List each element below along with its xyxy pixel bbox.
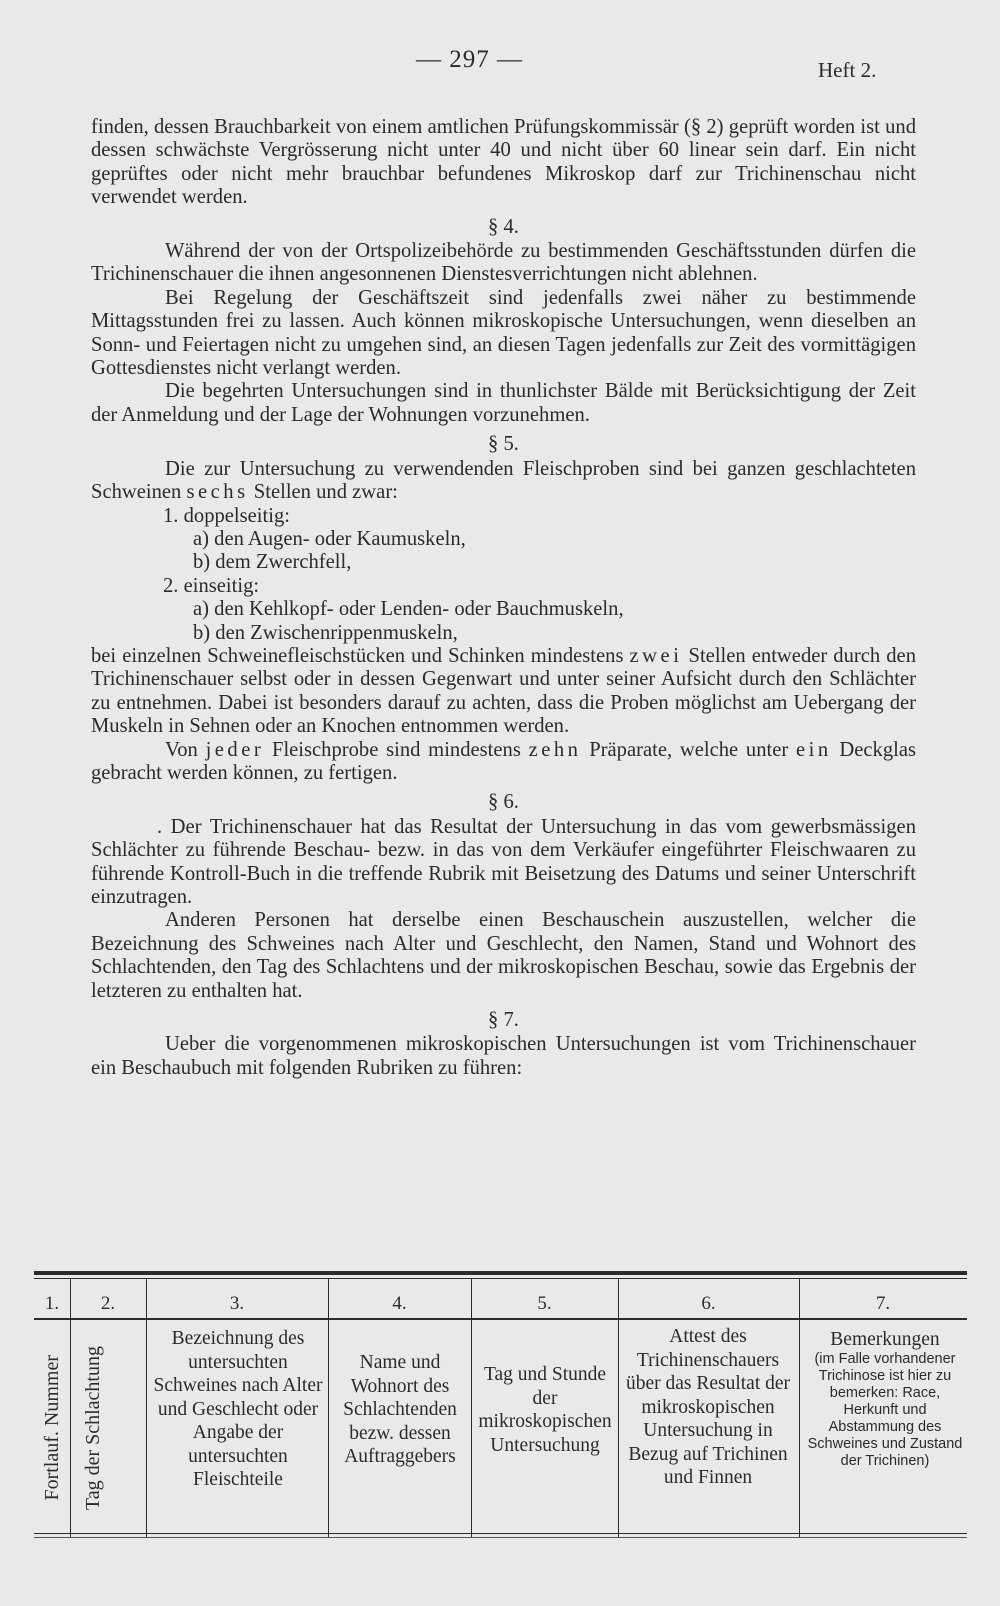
section-heading-5: § 5.: [488, 433, 519, 456]
column-header-1: [34, 1327, 70, 1529]
column-number-6: 6.: [701, 1293, 716, 1314]
column-header-5: Tag und Stunde der mikroskopischen Untersuchung: [478, 1364, 612, 1456]
paragraph-5-text-c: Stellen und zwar:: [253, 481, 398, 504]
column-number-2: 2.: [100, 1293, 116, 1314]
column-header-2-text: Tag der Schlachtung: [82, 1345, 104, 1511]
column-divider: [799, 1279, 800, 1537]
column-header-1-text: Fortlauf. Nummer: [41, 1355, 63, 1501]
list-item-2: 2. einseitig:: [163, 574, 260, 597]
column-number-4: 4.: [392, 1293, 407, 1314]
paragraph-6-text-a: bei einzelnen Schweinefleischstücken und Schinken mindestens: [91, 644, 624, 667]
paragraph-7-text-e: Präparate, welche unter: [589, 738, 789, 761]
column-header-4: Name und Wohnort des Schlachtenden bezw. dessen Auftraggebers: [343, 1352, 457, 1467]
paragraph-7-text-a: Von: [165, 738, 198, 761]
list-item-2a: a) den Kehlkopf- oder Lenden- oder Bauchmuskeln,: [193, 598, 624, 621]
table-top-rule-thin: [34, 1278, 967, 1279]
paragraph-6: [91, 645, 916, 739]
paragraph-8: . Der Trichinenschauer hat das Resultat der Untersuchung in das vom gewerbsmässigen Schlächter zu führende Beschau- bezw. in das von dem Verkäufer eingeführter Fleischwaaren zu führende Kontroll-Buch in die treffende Rubrik mit Beisetzung des Datums und seiner Unterschrift einzutragen.: [91, 815, 916, 908]
column-header-7-note: (im Falle vorhandener Trichinose ist hier zu bemerken: Race, Herkunft und Abstammung des Schweines und Zustand der Trichinen): [807, 1351, 963, 1469]
paragraph-7-text-g: Deckglas gebracht werden können, zu fertigen.: [91, 738, 917, 784]
paragraph-9: Anderen Personen hat derselbe einen Beschauschein auszustellen, welcher die Bezeichnung des Schweines nach Alter und Geschlecht, den Namen, Stand und Wohnort des Schlachtenden, den Tag des Schlachtens und der mikroskopischen Beschau, sowie das Ergebnis der letzteren zu enthalten hat.: [91, 909, 916, 1002]
paragraph-7: [91, 739, 916, 786]
list-item-1b: b) dem Zwerchfell,: [193, 551, 352, 574]
section-heading-4: § 4.: [488, 215, 519, 238]
column-divider: [471, 1279, 472, 1537]
list-item-1a: a) den Augen- oder Kaumuskeln,: [193, 527, 466, 550]
emphasis-jeder: jeder: [205, 738, 265, 761]
column-header-7-title: Bemerkungen: [830, 1329, 940, 1350]
ledger-table: [34, 1271, 967, 1555]
page-number: — 297 —: [416, 46, 523, 73]
issue-label: Heft 2.: [818, 58, 877, 82]
list-item-2b: b) den Zwischenrippenmuskeln,: [193, 621, 458, 644]
paragraph-3: Bei Regelung der Geschäftszeit sind jedenfalls zwei näher zu bestimmende Mittagsstunden frei zu lassen. Auch können mikroskopische Untersuchungen, wenn dieselben an Sonn- und Feiertagen nicht zu umgehen sind, an diesen Tagen jedenfalls zur Zeit des vormittägigen Gottesdienstes nicht verlangt werden.: [91, 286, 916, 380]
table-bottom-rule-thin: [34, 1537, 967, 1538]
paragraph-5: [91, 458, 916, 505]
emphasis-zehn: zehn: [528, 738, 582, 761]
paragraph-1: finden, dessen Brauchbarkeit von einem amtlichen Prüfungskommissär (§ 2) geprüft worden ist und dessen schwächste Vergrösserung nicht unter 40 und nicht über 60 linear sein darf. Ein nicht geprüftes oder nicht mehr brauchbar befundenes Mikroskop darf zur Trichinenschau nicht verwendet werden.: [91, 116, 916, 209]
column-divider: [146, 1279, 147, 1537]
column-header-6: Attest des Trichinenschauers über das Resultat der mikroskopischen Untersuchung in Bezug auf Trichinen und Finnen: [625, 1326, 791, 1488]
column-divider: [618, 1279, 619, 1537]
emphasis-zwei: zwei: [629, 644, 683, 667]
table-header-rule: [34, 1318, 967, 1320]
column-number-7: 7.: [875, 1293, 891, 1314]
column-number-1: 1.: [44, 1293, 60, 1314]
paragraph-5-text-a: Die zur Untersuchung zu verwendenden Fleischproben sind bei ganzen geschlachteten Schweinen: [91, 457, 916, 504]
column-number-3: 3.: [229, 1293, 245, 1314]
table-top-rule: [34, 1271, 967, 1275]
column-header-7: [803, 1329, 967, 1470]
document-body: [91, 116, 916, 1080]
section-heading-6: § 6.: [488, 791, 519, 814]
column-divider: [70, 1279, 71, 1537]
emphasis-ein: ein: [795, 738, 832, 761]
table-bottom-rule: [34, 1533, 967, 1534]
column-number-5: 5.: [537, 1293, 552, 1314]
paragraph-10: Ueber die vorgenommenen mikroskopischen Untersuchungen ist vom Trichinenschauer ein Beschaubuch mit folgenden Rubriken zu führen:: [91, 1033, 916, 1079]
paragraph-7-text-c: Fleischprobe sind mindestens: [271, 738, 521, 761]
page-header: [0, 46, 1000, 86]
column-header-3: Bezeichnung des untersuchten Schweines nach Alter und Geschlecht oder Angabe der untersuchten Fleischteile: [153, 1328, 323, 1490]
paragraph-6-text-c: Stellen entweder durch den Trichinenschauer selbst oder in dessen Gegenwart und unter seiner Aufsicht durch den Schlächter zu entnehmen. Dabei ist besonders darauf zu achten, dass die Proben möglichst am Uebergang der Muskeln in Sehnen oder an Knochen entnommen werden.: [91, 644, 916, 738]
column-header-2: [74, 1327, 142, 1529]
paragraph-4: Die begehrten Untersuchungen sind in thunlichster Bälde mit Berücksichtigung der Zeit der Anmeldung und der Lage der Wohnungen vorzunehmen.: [91, 380, 916, 426]
list-item-1: 1. doppelseitig:: [163, 504, 290, 527]
section-heading-7: § 7.: [488, 1009, 519, 1032]
emphasis-sechs: sechs: [186, 481, 249, 504]
paragraph-2: Während der von der Ortspolizeibehörde zu bestimmenden Geschäftsstunden dürfen die Trichinenschauer die ihnen angesonnenen Dienstesverrichtungen nicht ablehnen.: [91, 240, 916, 286]
column-divider: [328, 1279, 329, 1537]
